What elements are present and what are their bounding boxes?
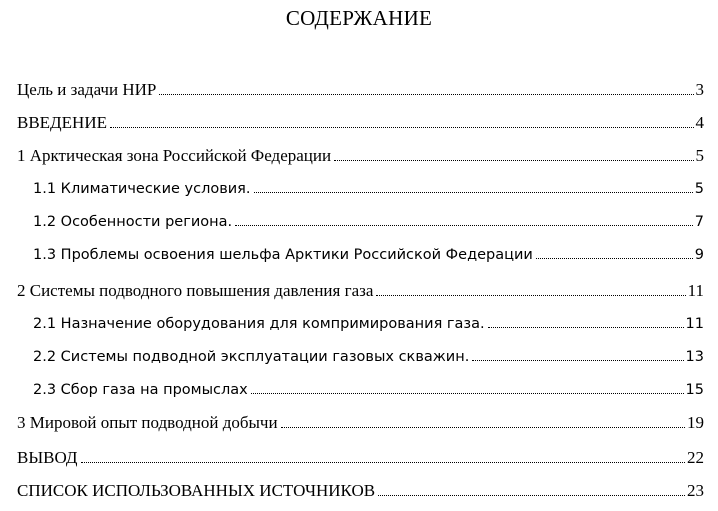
toc-entry-page-number: 23 [687,481,704,500]
toc-entry-page-number: 19 [687,413,704,432]
toc-entry-label: 1 Арктическая зона Российской Федерации [17,146,332,165]
toc-entry-section-2-2[interactable] [33,344,704,370]
toc-entry-introduction[interactable] [17,110,704,136]
toc-entry-page-number: 4 [695,113,704,132]
dot-leader [376,294,685,296]
toc-entry-page-number: 22 [687,448,704,467]
toc-entry-label: ВВЕДЕНИЕ [17,113,107,132]
dot-leader [378,494,685,496]
toc-entry-section-2-1[interactable] [33,311,704,337]
toc-entry-label: 2 Системы подводного повышения давления газа [17,281,374,300]
toc-entry-label: 2.2 Системы подводной эксплуатации газовых скважин. [33,349,470,365]
dot-leader [536,257,693,259]
toc-entry-label: 1.3 Проблемы освоения шельфа Арктики Российской Федерации [33,247,533,263]
dot-leader [251,392,684,394]
dot-leader [81,461,685,463]
toc-entry-label: 1.1 Климатические условия. [33,181,251,197]
toc-entry-label: Цель и задачи НИР [17,80,157,99]
dot-leader [110,126,694,128]
toc-entry-section-1-2[interactable] [33,209,704,235]
toc-entry-page-number: 11 [685,316,704,332]
toc-entry-section-1[interactable] [17,143,704,169]
dot-leader [472,359,683,361]
toc-entry-label: 1.2 Особенности региона. [33,214,233,230]
dot-leader [488,326,684,328]
toc-entry-section-2-3[interactable] [33,377,704,403]
toc-entry-page-number: 5 [694,181,704,197]
toc-entry-section-3[interactable] [17,410,704,436]
toc-entry-label: СПИСОК ИСПОЛЬЗОВАННЫХ ИСТОЧНИКОВ [17,481,376,500]
dot-leader [235,224,693,226]
toc-entry-label: ВЫВОД [17,448,78,467]
dot-leader [334,159,693,161]
toc-entry-label: 3 Мировой опыт подводной добычи [17,413,278,432]
toc-entry-page-number: 7 [694,214,704,230]
dot-leader [254,191,693,193]
toc-entry-label: 2.1 Назначение оборудования для компримирования газа. [33,316,485,332]
toc-entry-section-1-1[interactable] [33,176,704,202]
toc-entry-references[interactable] [17,478,704,504]
toc-entry-goals[interactable] [17,77,704,103]
toc-entry-page-number: 11 [687,281,704,300]
toc-entry-page-number: 9 [694,247,704,263]
toc-title: СОДЕРЖАНИЕ [285,6,433,30]
toc-entry-page-number: 3 [695,80,704,99]
toc-entry-section-1-3[interactable] [33,242,704,268]
dot-leader [159,93,693,95]
toc-entry-section-2[interactable] [17,278,704,304]
toc-entry-page-number: 13 [685,349,704,365]
toc-entry-page-number: 15 [685,382,704,398]
toc-entry-conclusion[interactable] [17,445,704,471]
dot-leader [281,426,685,428]
toc-entry-page-number: 5 [695,146,704,165]
toc-entry-label: 2.3 Сбор газа на промыслах [33,382,248,398]
